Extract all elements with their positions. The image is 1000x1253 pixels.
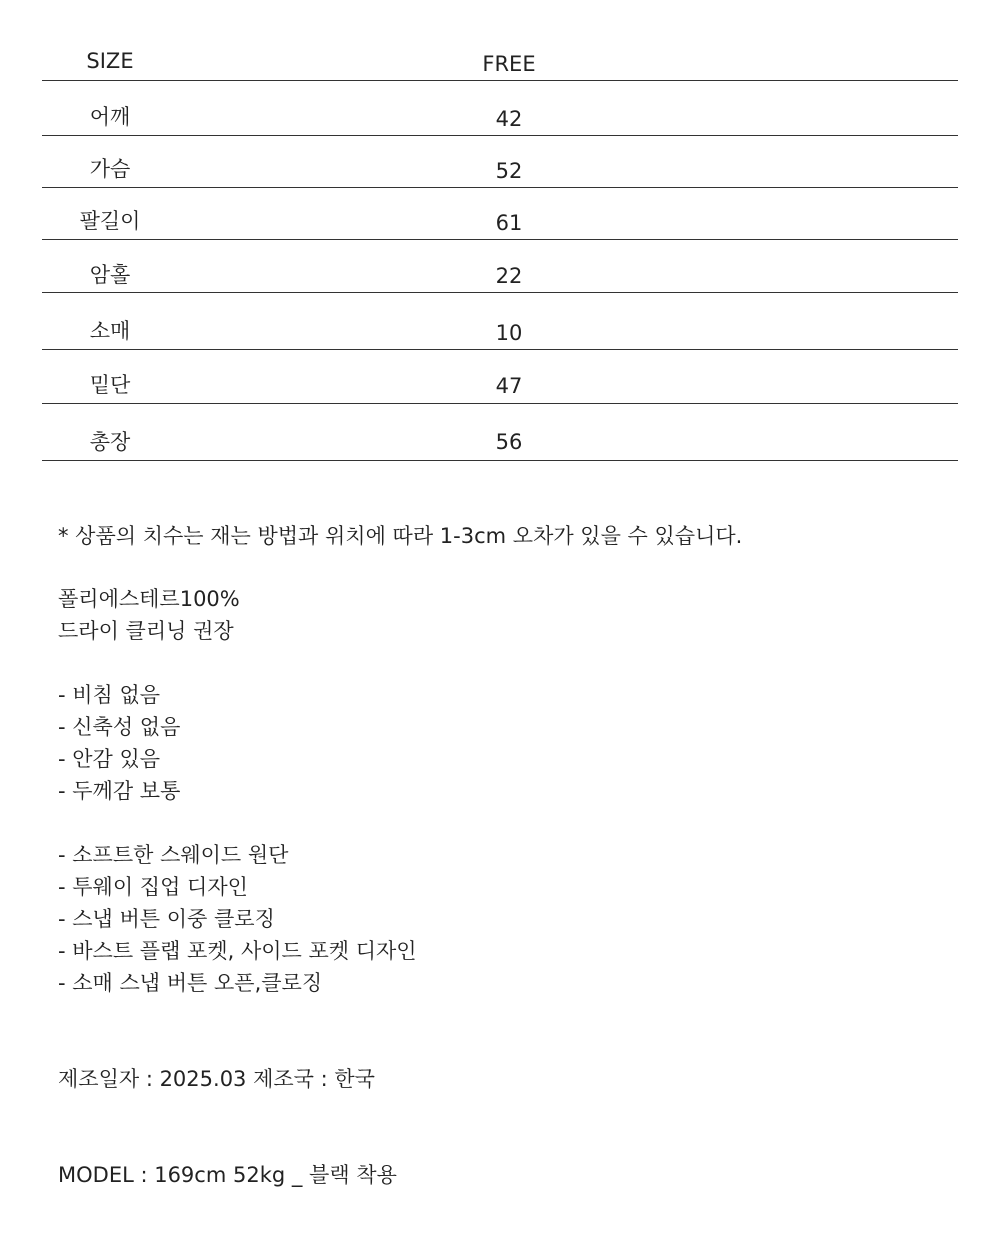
measurement-note: * 상품의 치수는 재는 방법과 위치에 따라 1-3cm 오차가 있을 수 있습니다. bbox=[58, 524, 743, 548]
size-row-chest: 가슴 52 bbox=[42, 136, 958, 188]
feature-item: - 바스트 플랩 포켓, 사이드 포켓 디자인 bbox=[58, 939, 417, 963]
care-text: 드라이 클리닝 권장 bbox=[58, 619, 234, 643]
fabric-prop-item: - 비침 없음 bbox=[58, 683, 161, 707]
feature-item: - 스냅 버튼 이중 클로징 bbox=[58, 907, 275, 931]
model-info: MODEL : 169cm 52kg _ 블랙 착용 bbox=[58, 1163, 397, 1187]
size-header-row: SIZE FREE bbox=[42, 0, 958, 81]
size-row-sleeve-length: 팔길이 61 bbox=[42, 188, 958, 240]
fabric-prop-item: - 신축성 없음 bbox=[58, 715, 181, 739]
manufacture-info: 제조일자 : 2025.03 제조국 : 한국 bbox=[58, 1067, 375, 1091]
size-row-hem: 밑단 47 bbox=[42, 350, 958, 404]
size-row-cuff: 소매 10 bbox=[42, 293, 958, 350]
size-row-total-length: 총장 56 bbox=[42, 404, 958, 461]
size-row-shoulder: 어깨 42 bbox=[42, 80, 958, 136]
material-text: 폴리에스테르100% bbox=[58, 587, 240, 611]
feature-item: - 소매 스냅 버튼 오픈,클로징 bbox=[58, 971, 323, 995]
size-row-armhole: 암홀 22 bbox=[42, 240, 958, 293]
fabric-prop-item: - 두께감 보통 bbox=[58, 779, 181, 803]
feature-item: - 소프트한 스웨이드 원단 bbox=[58, 843, 289, 867]
fabric-prop-item: - 안감 있음 bbox=[58, 747, 161, 771]
feature-item: - 투웨이 집업 디자인 bbox=[58, 875, 248, 899]
